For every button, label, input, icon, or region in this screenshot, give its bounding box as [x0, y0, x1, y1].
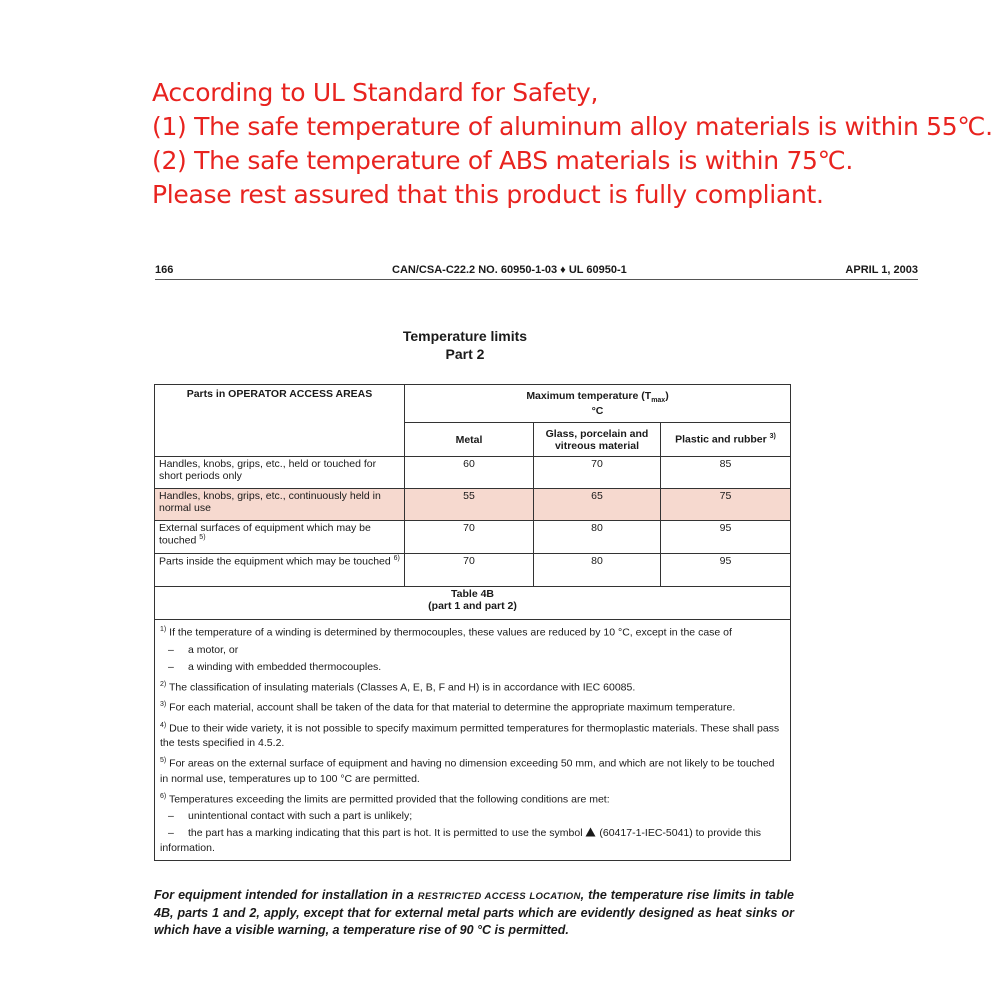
- note-5: $^{5)}$ For areas on the external surface of equipment and having no dimension exceeding 50 mm, and which are not likely to be touched in normal use, temperatures up to 100 °C are permitted.: [160, 757, 775, 785]
- cell-metal: 70: [405, 554, 534, 587]
- table-notes: [154, 618, 791, 861]
- cell-metal: 55: [405, 489, 534, 521]
- note-2: $^{2)}$ The classification of insulating materials (Classes A, E, B, F and H) is in accordance with IEC 60085.: [160, 680, 636, 693]
- header-parts: Parts in OPERATOR ACCESS AREAS: [155, 385, 405, 457]
- note-1: $^{1)}$ If the temperature of a winding is determined by thermocouples, these values are reduced by 10 °C, except in the case of: [160, 626, 732, 639]
- hot-surface-warning-icon: [585, 827, 596, 837]
- compliance-line-3: (2) The safe temperature of ABS materials is within 75℃.: [152, 146, 854, 175]
- cell-plastic: 95: [661, 521, 791, 554]
- table-row-highlighted: [155, 489, 791, 521]
- table-subtitle: Part 2: [445, 346, 485, 362]
- note-3: $^{3)}$ For each material, account shall be taken of the data for that material to determine the appropriate maximum temperature.: [160, 701, 736, 714]
- header-max-temperature: Maximum temperature $(T_{max})$ °C: [405, 385, 791, 423]
- cell-glass: 80: [534, 554, 661, 587]
- compliance-line-2: (1) The safe temperature of aluminum alloy materials is within 55℃.: [152, 112, 993, 141]
- cell-glass: 80: [534, 521, 661, 554]
- standard-designation: CAN/CSA-C22.2 NO. 60950-1-03 ♦ UL 60950-1: [392, 264, 627, 276]
- note-1-item-b: – a winding with embedded thermocouples.: [168, 660, 382, 673]
- table-row: [155, 521, 791, 554]
- header-glass: Glass, porcelain and vitreous material: [534, 423, 661, 457]
- running-head: [155, 264, 918, 280]
- header-metal: Metal: [405, 423, 534, 457]
- publication-date: APRIL 1, 2003: [845, 264, 918, 276]
- cell-metal: 60: [405, 457, 534, 489]
- compliance-line-1: According to UL Standard for Safety,: [152, 78, 599, 107]
- page-number: 166: [155, 264, 174, 276]
- table-row: [155, 554, 791, 587]
- note-1-item-a: – a motor, or: [168, 643, 239, 656]
- cell-plastic: 85: [661, 457, 791, 489]
- table-title: Temperature limits: [402, 328, 528, 344]
- compliance-line-4: Please rest assured that this product is fully compliant.: [152, 180, 824, 209]
- header-plastic: Plastic and rubber $^{3)}$: [661, 423, 791, 457]
- restricted-access-term: RESTRICTED ACCESS LOCATION: [417, 891, 581, 902]
- note-4: $^{4)}$ Due to their wide variety, it is not possible to specify maximum permitted temperatures for thermoplastic materials. These shall pass the tests specified in 4.5.2.: [160, 721, 780, 749]
- cell-plastic: 95: [661, 554, 791, 587]
- row-part: External surfaces of equipment which may be touched $^{5)}$: [155, 521, 405, 554]
- cell-plastic: 75: [661, 489, 791, 521]
- row-part: Handles, knobs, grips, etc., continuously held in normal use: [155, 489, 405, 521]
- cell-glass: 70: [534, 457, 661, 489]
- note-6-item-a: – unintentional contact with such a part is unlikely;: [168, 810, 413, 822]
- footer-paragraph: For equipment intended for installation in a RESTRICTED ACCESS LOCATION, the temperature rise limits in table 4B, parts 1 and 2, apply, except that for external metal parts which are evidently designed as heat sinks or which have a visible warning, a temperature rise of 90 °C is permitted.: [154, 888, 794, 937]
- cell-glass: 65: [534, 489, 661, 521]
- table-caption: Table 4B (part 1 and part 2): [155, 587, 791, 620]
- table-row: [155, 457, 791, 489]
- header-unit: °C: [591, 404, 604, 417]
- note-6-item-b: – the part has a marking indicating that this part is hot. It is permitted to use the symbol (60417-1-IEC-5041) to provide this information.: [160, 827, 762, 854]
- cell-metal: 70: [405, 521, 534, 554]
- temperature-limits-table: [154, 384, 791, 620]
- compliance-note: [152, 76, 993, 212]
- note-6: $^{6)}$ Temperatures exceeding the limits are permitted provided that the following conditions are met:: [160, 792, 610, 805]
- row-part: Parts inside the equipment which may be touched $^{6)}$: [155, 554, 405, 587]
- row-part: Handles, knobs, grips, etc., held or touched for short periods only: [155, 457, 405, 489]
